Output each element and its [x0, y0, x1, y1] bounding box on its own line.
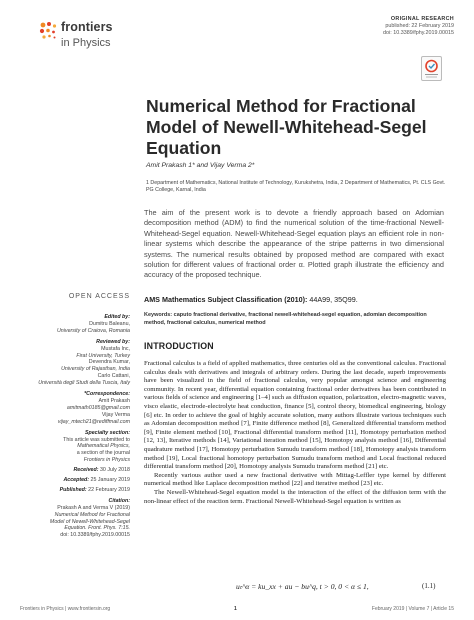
- article-title: Numerical Method for Fractional Model of Newell-Whitehead-Segel Equation: [146, 96, 427, 158]
- article-doi[interactable]: doi: 10.3389/fphy.2019.00015: [383, 30, 454, 37]
- sidebar-block: [30, 487, 130, 494]
- sidebar-date: 30 July 2018: [99, 467, 130, 474]
- paragraph: The Newell-Whitehead-Segel equation model is the interaction of the effect of the diffusion term with the non-linear effect of the reaction term. Fractional Newell-Whitehead-Segel equation is written as: [144, 488, 446, 505]
- article-type: ORIGINAL RESEARCH: [390, 16, 454, 22]
- sidebar-label: Received:: [73, 467, 99, 474]
- sidebar-line: Firat University, Turkey: [76, 352, 130, 359]
- sidebar-block: [30, 391, 130, 426]
- sidebar-block: [30, 339, 130, 387]
- sidebar-block: [30, 430, 130, 465]
- sidebar-line: Università degli Studi della Tuscia, Italy: [38, 380, 130, 387]
- sidebar-line: University of Craiova, Romania: [56, 327, 130, 334]
- keywords: [144, 311, 446, 327]
- footer-issue: February 2019 | Volume 7 | Article 15: [371, 606, 454, 612]
- check-for-updates-icon: [422, 57, 441, 80]
- sidebar-label: Accepted:: [63, 477, 90, 484]
- sidebar-line: Carlo Cattani,: [97, 373, 130, 380]
- section-heading: INTRODUCTION: [144, 341, 214, 351]
- frontiers-logo-icon: [38, 20, 60, 42]
- sidebar-line: Frontiers in Physics: [83, 457, 130, 464]
- published-date: published: 22 February 2019: [385, 23, 454, 30]
- author-affiliations: 1 Department of Mathematics, National Institute of Technology, Kurukshetra, India, 2 Department of Mathematics, Pt. CLS Govt. PG College, Karnal, India: [146, 180, 446, 193]
- sidebar-line: Mathematical Physics,: [77, 443, 130, 450]
- sidebar-block: [30, 467, 130, 474]
- sidebar-block: [30, 498, 130, 539]
- sidebar-line: Devendra Kumar,: [88, 359, 130, 366]
- sidebar-line: Prakash A and Verma V (2019): [57, 504, 130, 511]
- sidebar-line: Equation. Front. Phys. 7:15.: [64, 525, 130, 532]
- sidebar-label: Edited by:: [104, 314, 130, 320]
- msc-classification: [144, 295, 358, 304]
- msc-value: 44A99, 35Q99.: [309, 295, 358, 304]
- open-access-label: OPEN ACCESS: [68, 293, 130, 300]
- msc-label: AMS Mathematics Subject Classification (2010):: [144, 295, 308, 304]
- page-number: 1: [234, 606, 237, 612]
- sidebar-date: 25 January 2019: [90, 477, 130, 484]
- sidebar-line: a section of the journal: [76, 450, 130, 457]
- sidebar-block: [30, 314, 130, 335]
- journal-brand: frontiers: [61, 20, 113, 34]
- sidebar-line: Dumitru Baleanu,: [89, 320, 130, 327]
- equation: uₜ^α = ku_xx + au − bu^q, t > 0, 0 < α ≤ 1,: [236, 582, 369, 591]
- sidebar-label: Reviewed by:: [96, 338, 130, 345]
- paragraph: Fractional calculus is a field of applied mathematics, three centuries old as the conventional calculus. Fractional calculus deals with derivatives and integrals of arbitrary orders. During the last decade, superb improvements have been visualized in the field of fractional calculus, very popular amongst science and engineering community. In recent year, differential equation containing fractional order derivatives has been contributed in various fields of science and engineering [1–4] such as diffusion equation, polarization, electro-magnetic waves, visco elastic, electrode-electrolyte heat conduction, finance [5], control theory, biomedical engineering, biology [6] etc. In order to achieve the goal of highly accurate solution, many authors illustrate various techniques such as Adomian decomposition method [7], Finite difference method [8], Generalized differential transform method [9], Finite element method [10], Fractional differential transform method [11], Homotopy perturbation method [12, 13], Iterative methods [14], Variational iteration method [15], Homotopy analysis method [16], Differential quadrature method [17], Homotopy perturbation Sumudu transform method [18], Homotopy analysis transform method [19], Local fractional homotopy perturbation Sumudu transform method and Local fractional reduced differential transform method [20], Homotopy analysis Sumudu transform method [21] etc.: [144, 360, 446, 471]
- introduction-body: [144, 360, 446, 506]
- sidebar-label: Specialty section:: [84, 429, 130, 436]
- sidebar-line: Numerical Method for Fractional: [54, 511, 130, 518]
- sidebar-date: 22 February 2019: [88, 486, 130, 493]
- equation-number: (1.1): [422, 582, 436, 590]
- sidebar-line: Amit Prakash: [98, 397, 130, 404]
- sidebar-line: Vijay Verma: [101, 411, 130, 418]
- sidebar-line[interactable]: amitmath0185@gmail.com: [66, 404, 130, 411]
- journal-logo[interactable]: [38, 18, 148, 58]
- paragraph: Recently various author used a new fractional derivative with Mittag-Leffler type kernel by different numerical method like Laplace decomposition method [22] and iterative method [23] etc.: [144, 471, 446, 488]
- article-authors: Amit Prakash 1* and Vijay Verma 2*: [146, 162, 255, 169]
- sidebar-line[interactable]: vijay_mtech21@rediffmail.com: [57, 418, 130, 425]
- journal-subtitle: in Physics: [61, 37, 111, 49]
- sidebar-line: This article was submitted to: [63, 436, 130, 443]
- abstract: The aim of the present work is to devote a friendly approach based on Adomian decomposition method (ADM) to find the numerical solution of the time-fractional Newell-Whitehead-Segel equation. Newell-Whitehead-Segel equation plays an efficient role in non-linear systems which describe the appearance of the stripe patterns in two dimensional systems. The numerical results obtained by proposed method are compared with exact solution for different values of fractional order α. Plotted graph illustrate the efficiency and accuracy of the proposed technique.: [144, 208, 444, 280]
- keywords-list: caputo fractional derivative, fractional newell-whitehead-segel equation, adomian decomposition method, fractional calculus, numerical method: [144, 312, 427, 326]
- sidebar-line: Model of Newell-Whitehead-Segel: [49, 518, 130, 525]
- sidebar-block: [30, 477, 130, 484]
- keywords-label: Keywords:: [144, 312, 173, 318]
- article-meta: [383, 16, 454, 38]
- footer-journal[interactable]: Frontiers in Physics | www.frontiersin.org: [20, 606, 111, 612]
- sidebar-line: University of Rajasthan, India: [61, 366, 130, 373]
- check-for-updates-badge[interactable]: [421, 56, 442, 81]
- sidebar-label: Citation:: [108, 497, 130, 504]
- sidebar-label: Published:: [59, 486, 87, 493]
- sidebar-line: Mustafa Inc,: [101, 345, 130, 352]
- sidebar-line: doi: 10.3389/fphy.2019.00015: [60, 532, 130, 539]
- article-info-sidebar: [30, 310, 130, 539]
- sidebar-label: *Correspondence:: [84, 391, 130, 398]
